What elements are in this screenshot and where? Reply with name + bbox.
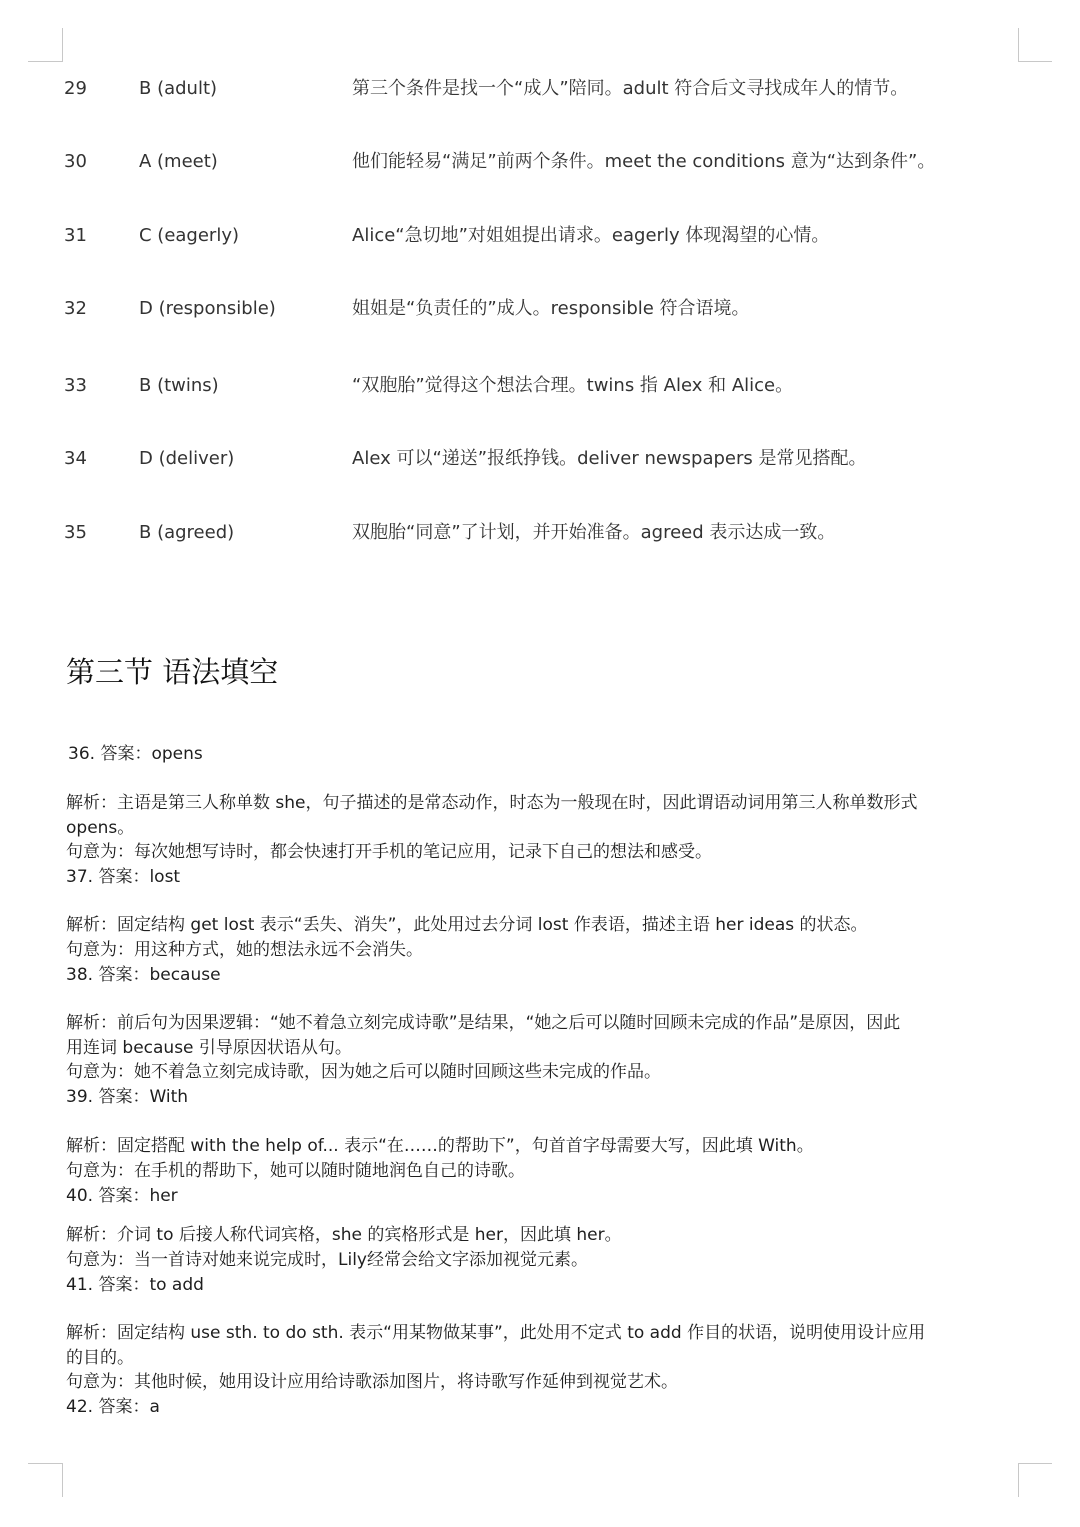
answer-row [0,518,1080,548]
item-analysis: opens。 [66,818,135,838]
item-answer: 42. 答案：a [66,1397,160,1417]
crop-mark-bottom-right-vertical [1018,1463,1019,1497]
crop-mark-bottom-left-vertical [62,1463,63,1497]
answer-explanation: 他们能轻易“满足”前两个条件。meet the conditions 意为“达到条件”。 [352,151,936,172]
question-number: 33 [64,375,87,396]
crop-mark-bottom-left-horizontal [28,1463,62,1464]
item-analysis: 解析：前后句为因果逻辑：“她不着急立刻完成诗歌”是结果，“她之后可以随时回顾未完成的作品”是原因，因此 [66,1013,901,1033]
item-analysis: 解析：固定搭配 with the help of... 表示“在……的帮助下”，句首首字母需要大写，因此填 With。 [66,1136,814,1156]
item-answer: 36. 答案：opens [68,744,203,764]
item-answer: 40. 答案：her [66,1186,178,1206]
item-analysis: 用连词 because 引导原因状语从句。 [66,1038,352,1058]
item-meaning: 句意为：其他时候，她用设计应用给诗歌添加图片，将诗歌写作延伸到视觉艺术。 [66,1372,678,1392]
item-answer: 41. 答案：to add [66,1275,204,1295]
item-analysis: 解析：固定结构 use sth. to do sth. 表示“用某物做某事”，此处用不定式 to add 作目的状语，说明使用设计应用 [66,1323,926,1343]
answer-explanation: 第三个条件是找一个“成人”陪同。adult 符合后文寻找成年人的情节。 [352,78,909,99]
answer-choice: B (twins) [139,375,219,396]
question-number: 34 [64,448,87,469]
answer-row [0,74,1080,104]
crop-mark-top-left-horizontal [28,61,62,62]
item-analysis: 的目的。 [66,1348,134,1368]
item-meaning: 句意为：当一首诗对她来说完成时，Lily经常会给文字添加视觉元素。 [66,1250,588,1270]
answer-row [0,371,1080,401]
answer-choice: B (adult) [139,78,218,99]
question-number: 35 [64,522,87,543]
item-meaning: 句意为：在手机的帮助下，她可以随时随地润色自己的诗歌。 [66,1161,525,1181]
item-meaning: 句意为：她不着急立刻完成诗歌，因为她之后可以随时回顾这些未完成的作品。 [66,1062,661,1082]
answer-row [0,294,1080,324]
question-number: 30 [64,151,87,172]
answer-explanation: Alice“急切地”对姐姐提出请求。eagerly 体现渴望的心情。 [352,225,830,246]
answer-row [0,221,1080,251]
crop-mark-top-right-horizontal [1018,61,1052,62]
item-analysis: 解析：固定结构 get lost 表示“丢失、消失”，此处用过去分词 lost 作表语，描述主语 her ideas 的状态。 [66,915,868,935]
answer-explanation: “双胞胎”觉得这个想法合理。twins 指 Alex 和 Alice。 [352,375,794,396]
crop-mark-top-left-vertical [62,28,63,62]
answer-choice: A (meet) [139,151,218,172]
question-number: 29 [64,78,87,99]
answer-row [0,444,1080,474]
answer-choice: D (responsible) [139,298,276,319]
answer-explanation: Alex 可以“递送”报纸挣钱。deliver newspapers 是常见搭配。 [352,448,867,469]
section-title: 第三节 语法填空 [66,655,279,689]
crop-mark-bottom-right-horizontal [1018,1463,1052,1464]
item-meaning: 句意为：每次她想写诗时，都会快速打开手机的笔记应用，记录下自己的想法和感受。 [66,842,712,862]
answer-choice: D (deliver) [139,448,235,469]
answer-choice: B (agreed) [139,522,235,543]
item-analysis: 解析：介词 to 后接人称代词宾格，she 的宾格形式是 her，因此填 her。 [66,1225,622,1245]
crop-mark-top-right-vertical [1018,28,1019,62]
answer-explanation: 姐姐是“负责任的”成人。responsible 符合语境。 [352,298,750,319]
item-answer: 39. 答案：With [66,1087,189,1107]
item-answer: 37. 答案：lost [66,867,181,887]
item-answer: 38. 答案：because [66,965,221,985]
answer-row [0,147,1080,177]
answer-explanation: 双胞胎“同意”了计划，并开始准备。agreed 表示达成一致。 [352,522,836,543]
answer-choice: C (eagerly) [139,225,239,246]
item-meaning: 句意为：用这种方式，她的想法永远不会消失。 [66,940,423,960]
question-number: 32 [64,298,87,319]
item-analysis: 解析：主语是第三人称单数 she，句子描述的是常态动作，时态为一般现在时，因此谓语动词用第三人称单数形式 [66,793,918,813]
question-number: 31 [64,225,87,246]
